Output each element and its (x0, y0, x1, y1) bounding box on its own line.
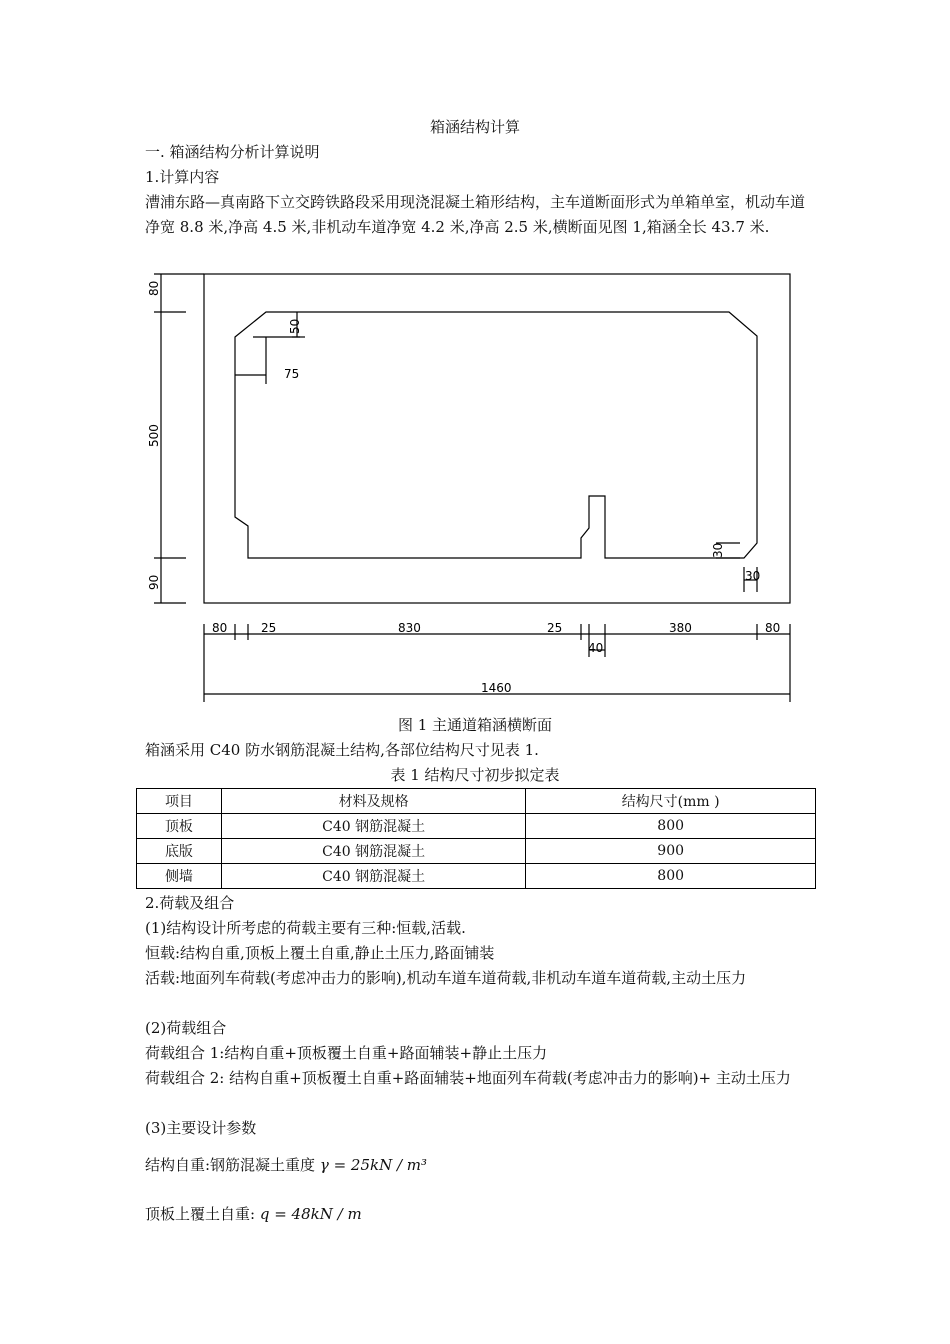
table-cell: 侧墙 (137, 864, 222, 889)
load-text-4: (2)荷载组合 (145, 1019, 227, 1037)
dim-bottom-80a: 80 (212, 621, 228, 635)
load-text-5: 荷载组合 1:结构自重+顶板覆土自重+路面辅装+静止土压力 (145, 1044, 548, 1062)
table-cell: 800 (526, 864, 816, 889)
dim-haunch-75: 75 (284, 367, 300, 381)
table-header-cell: 结构尺寸(mm ) (526, 789, 816, 814)
load-text-6: 荷载组合 2: 结构自重+顶板覆土自重+路面辅装+地面列车荷载(考虑冲击力的影响)+ 主动土压力 (145, 1069, 791, 1087)
table-caption: 表 1 结构尺寸初步拟定表 (390, 766, 560, 784)
cross-section-figure (140, 262, 810, 712)
table-cell: 顶板 (137, 814, 222, 839)
subsection-heading-2: 2.荷载及组合 (145, 894, 235, 912)
dim-left-80: 80 (147, 280, 161, 296)
dim-bottom-830: 830 (398, 621, 421, 635)
table-header-row (137, 789, 816, 814)
paragraph-1: 漕浦东路—真南路下立交跨铁路段采用现浇混凝土箱形结构，主车道断面形式为单箱单室，机动车道净宽 8.8 米,净高 4.5 米,非机动车道净宽 4.2 米,净高 2.5 米,横断面见图 1,箱涵全长 43.7 米. (145, 193, 806, 236)
equation-2-label: 顶板上覆土自重: (145, 1205, 256, 1223)
equation-1-label: 结构自重:钢筋混凝土重度 (145, 1156, 316, 1174)
dim-haunch-30b: 30 (745, 569, 761, 583)
dim-bottom-25a: 25 (261, 621, 277, 635)
equation-2 (145, 1202, 810, 1227)
dim-bottom-1460: 1460 (481, 681, 512, 695)
dim-bottom-25b: 25 (547, 621, 563, 635)
equation-1 (145, 1153, 810, 1178)
equation-1-formula: γ = 25kN / m³ (319, 1156, 428, 1174)
table-row (137, 864, 816, 889)
table-cell: C40 钢筋混凝土 (221, 814, 525, 839)
dim-bottom-40: 40 (588, 641, 604, 655)
dim-haunch-30a: 30 (711, 542, 725, 558)
section-heading-1: 一. 箱涵结构分析计算说明 (145, 143, 320, 161)
load-text-7: (3)主要设计参数 (145, 1119, 257, 1137)
load-text-1: (1)结构设计所考虑的荷载主要有三种:恒载,活载. (145, 919, 466, 937)
dim-left-90: 90 (147, 574, 161, 590)
structure-size-table (136, 788, 816, 889)
load-text-3: 活载:地面列车荷载(考虑冲击力的影响),机动车道车道荷载,非机动车道车道荷载,主动土压力 (145, 969, 747, 987)
figure-caption: 图 1 主通道箱涵横断面 (397, 716, 553, 734)
table-cell: C40 钢筋混凝土 (221, 839, 525, 864)
table-cell: 900 (526, 839, 816, 864)
table-header-cell: 项目 (137, 789, 222, 814)
load-text-2: 恒载:结构自重,顶板上覆土自重,静止土压力,路面铺装 (145, 944, 495, 962)
table-row (137, 839, 816, 864)
dim-bottom-380: 380 (669, 621, 692, 635)
dim-haunch-50: 50 (288, 318, 302, 334)
equation-2-formula: q = 48kN / m (259, 1205, 362, 1223)
table-cell: C40 钢筋混凝土 (221, 864, 525, 889)
table-cell: 800 (526, 814, 816, 839)
subsection-heading-1: 1.计算内容 (145, 168, 220, 186)
table-row (137, 814, 816, 839)
dim-bottom-80b: 80 (765, 621, 781, 635)
table-header-cell: 材料及规格 (221, 789, 525, 814)
table-cell: 底版 (137, 839, 222, 864)
paragraph-2: 箱涵采用 C40 防水钢筋混凝土结构,各部位结构尺寸见表 1. (145, 741, 539, 759)
doc-title: 箱涵结构计算 (429, 118, 520, 136)
dim-left-500: 500 (147, 424, 161, 447)
inner-opening-outline (235, 312, 757, 558)
